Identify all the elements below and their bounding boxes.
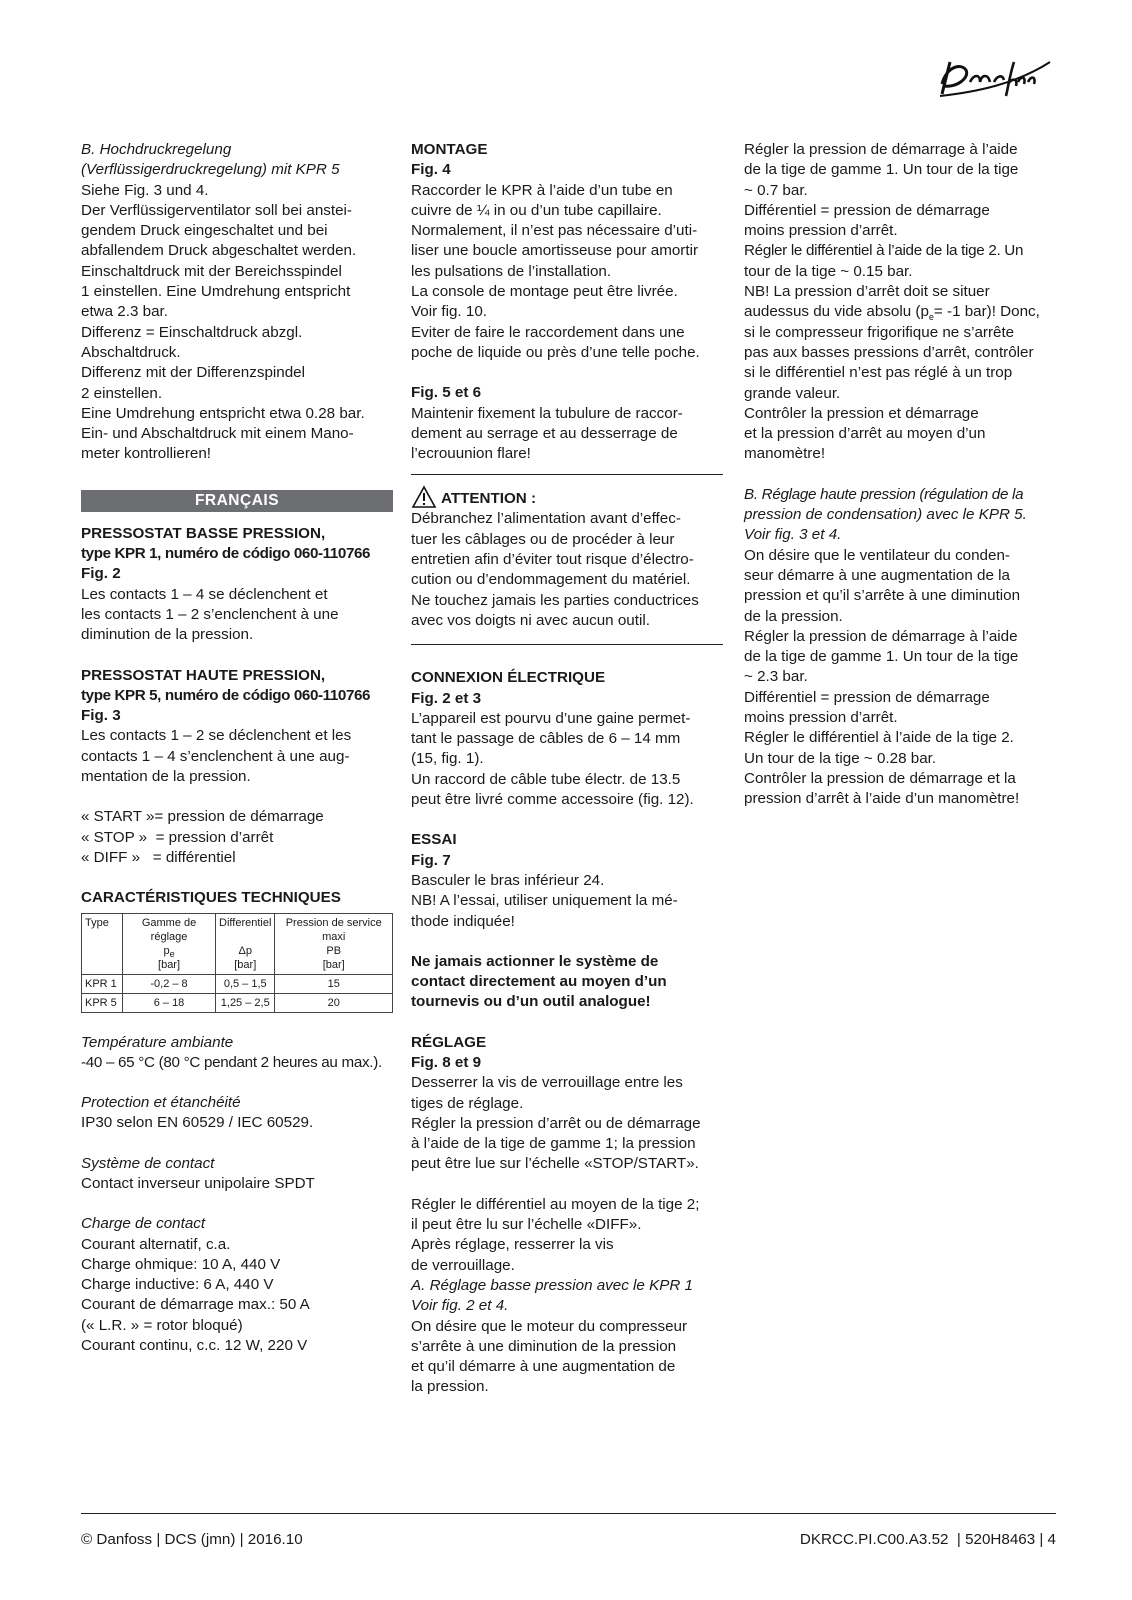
legend-stop: « STOP » = pression d’arrêt bbox=[81, 828, 274, 846]
text-line: Régler le différentiel au moyen de la tige 2; bbox=[411, 1195, 700, 1213]
high-pressure-fig: Fig. 3 bbox=[81, 707, 121, 725]
text-line: Ein- und Abschaltdruck mit einem Mano- bbox=[81, 425, 354, 443]
text-line: moins pression d’arrêt. bbox=[744, 709, 898, 727]
text-line: les contacts 1 – 2 s’enclenchent à une bbox=[81, 605, 339, 623]
text-line: de la tige de gamme 1. Un tour de la tige bbox=[744, 161, 1019, 179]
text-line: thode indiquée! bbox=[411, 912, 515, 930]
text-line: Différentiel = pression de démarrage bbox=[744, 201, 990, 219]
text-line: Desserrer la vis de verrouillage entre les bbox=[411, 1074, 683, 1092]
column-1 bbox=[81, 140, 393, 1356]
th-range-unit: [bar] bbox=[158, 958, 181, 971]
text-line: pas aux basses pressions d’arrêt, contrôler bbox=[744, 343, 1034, 361]
text-line: diminution de la pression. bbox=[81, 626, 254, 644]
text-line: abfallendem Druck abgeschaltet werden. bbox=[81, 242, 357, 260]
legend-diff: « DIFF » = différentiel bbox=[81, 848, 236, 866]
text-line: de la tige de gamme 1. Un tour de la tige bbox=[744, 648, 1019, 666]
language-banner: FRANÇAIS bbox=[81, 490, 393, 512]
text-line: cution ou d’endommagement du matériel. bbox=[411, 571, 691, 589]
attention-label: ATTENTION : bbox=[441, 490, 537, 508]
text-line: 2 einstellen. bbox=[81, 384, 163, 402]
text-line: Basculer le bras inférieur 24. bbox=[411, 871, 605, 889]
vacuum-line bbox=[744, 302, 1056, 322]
cell-pressure: 15 bbox=[275, 974, 393, 993]
cell-diff: 0,5 – 1,5 bbox=[216, 974, 275, 993]
text-line: pression et qu’il s’arrête à une diminution bbox=[744, 587, 1021, 605]
adjustment-heading: RÉGLAGE bbox=[411, 1033, 487, 1051]
text-line: Débranchez l’alimentation avant d’effec- bbox=[411, 510, 681, 528]
legend-start: « START »= pression de démarrage bbox=[81, 808, 324, 826]
table-row bbox=[82, 993, 393, 1012]
de-body bbox=[81, 181, 393, 465]
contact-label: Système de contact bbox=[81, 1154, 215, 1172]
th-range-label: Gamme de réglage bbox=[141, 916, 197, 943]
electrical-fig: Fig. 2 et 3 bbox=[411, 689, 482, 707]
text-line: Der Verflüssigerventilator soll bei anstei- bbox=[81, 201, 352, 219]
text-line: NB! La pression d’arrêt doit se situer bbox=[744, 283, 990, 301]
text-line: Les contacts 1 – 2 se déclenchent et les bbox=[81, 727, 352, 745]
text-line: Abschaltdruck. bbox=[81, 343, 181, 361]
text-line: L’appareil est pourvu d’une gaine permet- bbox=[411, 709, 691, 727]
text-line: les pulsations de l’installation. bbox=[411, 262, 612, 280]
high-adjust-title: pression de condensation) avec le KPR 5. bbox=[744, 506, 1027, 524]
contact-value: Contact inverseur unipolaire SPDT bbox=[81, 1174, 315, 1192]
de-title-2: (Verflüssigerdruckregelung) mit KPR 5 bbox=[81, 161, 340, 179]
text-line: manomètre! bbox=[744, 445, 826, 463]
text-line: avec vos doigts ni avec aucun outil. bbox=[411, 611, 650, 629]
temp-value: -40 – 65 °C (80 °C pendant 2 heures au max.). bbox=[81, 1053, 382, 1071]
low-pressure-fig: Fig. 2 bbox=[81, 565, 121, 583]
text-line: et qu’il démarre à une augmentation de bbox=[411, 1358, 676, 1376]
warning-icon bbox=[411, 485, 437, 509]
text-line: Courant alternatif, c.a. bbox=[81, 1235, 231, 1253]
text-line: Maintenir fixement la tubulure de raccor- bbox=[411, 404, 683, 422]
low-pressure-type: type KPR 1, numéro de código 060-110766 bbox=[81, 545, 371, 563]
text-line: si le compresseur frigorifique ne s’arrête bbox=[744, 323, 1015, 341]
high-adjust-ref: Voir fig. 3 et 4. bbox=[744, 526, 842, 544]
text-line: Courant continu, c.c. 12 W, 220 V bbox=[81, 1337, 308, 1355]
high-adjust-title: B. Réglage haute pression (régulation de la bbox=[744, 485, 1024, 503]
text-line: mentation de la pression. bbox=[81, 768, 251, 786]
text-line: Voir fig. 10. bbox=[411, 303, 487, 321]
text-line: 1 einstellen. Eine Umdrehung entspricht bbox=[81, 283, 351, 301]
text-line: Eviter de faire le raccordement dans une bbox=[411, 323, 685, 341]
low-adjust-ref: Voir fig. 2 et 4. bbox=[411, 1297, 509, 1315]
text-line: Régler la pression de démarrage à l’aide bbox=[744, 627, 1018, 645]
text-line: meter kontrollieren! bbox=[81, 445, 211, 463]
footer-rule bbox=[81, 1513, 1056, 1514]
text-line: tour de la tige ~ 0.15 bar. bbox=[744, 262, 913, 280]
text-line: contacts 1 – 4 s’enclenchent à une aug- bbox=[81, 747, 350, 765]
temp-label: Température ambiante bbox=[81, 1033, 234, 1051]
cell-range: 6 – 18 bbox=[123, 993, 216, 1012]
text-line: à l’aide de la tige de gamme 1; la pression bbox=[411, 1135, 696, 1153]
load-label: Charge de contact bbox=[81, 1215, 206, 1233]
text-line: entretien afin d’éviter tout risque d’électro- bbox=[411, 551, 694, 569]
text-line: Différentiel = pression de démarrage bbox=[744, 688, 990, 706]
th-pressure-label: Pression de service maxi bbox=[285, 916, 382, 943]
th-range bbox=[123, 913, 216, 974]
text-line: Courant de démarrage max.: 50 A bbox=[81, 1296, 310, 1314]
text-line: Régler le différentiel à l’aide de la tige 2. bbox=[744, 729, 1014, 747]
text-line: tuer les câblages ou de procéder à leur bbox=[411, 530, 675, 548]
text-line: et la pression d’arrêt au moyen d’un bbox=[744, 425, 986, 443]
text-line: Siehe Fig. 3 und 4. bbox=[81, 181, 209, 199]
text-line: de verrouillage. bbox=[411, 1256, 515, 1274]
tech-specs-heading: CARACTÉRISTIQUES TECHNIQUES bbox=[81, 889, 341, 907]
text-line: Régler le différentiel à l’aide de la tige 2. Un bbox=[744, 242, 1024, 260]
protection-label: Protection et étanchéité bbox=[81, 1094, 241, 1112]
warning-line: contact directement au moyen d’un bbox=[411, 973, 667, 991]
cell-range: -0,2 – 8 bbox=[123, 974, 216, 993]
text-line: Ne touchez jamais les parties conductrices bbox=[411, 591, 699, 609]
text-line: Charge ohmique: 10 A, 440 V bbox=[81, 1255, 281, 1273]
table-row bbox=[82, 974, 393, 993]
de-title-1: B. Hochdruckregelung bbox=[81, 141, 232, 158]
text-line: s’arrête à une diminution de la pression bbox=[411, 1337, 677, 1355]
montage-heading: MONTAGE bbox=[411, 141, 488, 158]
vacuum-subscript: e bbox=[928, 312, 934, 323]
text-line: ~ 0.7 bar. bbox=[744, 181, 808, 199]
th-range-symbol: p bbox=[163, 944, 170, 957]
tech-specs-table bbox=[81, 913, 393, 1013]
danfoss-logo bbox=[936, 54, 1054, 98]
high-pressure-type: type KPR 5, numéro de código 060-110766 bbox=[81, 686, 371, 704]
text-line: poche de liquide ou près d’une telle poche. bbox=[411, 343, 700, 361]
warning-line: Ne jamais actionner le système de bbox=[411, 952, 659, 970]
text-line: peut être lue sur l’échelle «STOP/START». bbox=[411, 1155, 699, 1173]
footer-doc-code: DKRCC.PI.C00.A3.52 | 520H8463 | 4 bbox=[799, 1531, 1056, 1548]
warning-line: tournevis ou d’un outil analogue! bbox=[411, 993, 651, 1011]
th-diff-symbol: Δp bbox=[238, 944, 252, 957]
text-line: (« L.R. » = rotor bloqué) bbox=[81, 1316, 243, 1334]
text-line: Un tour de la tige ~ 0.28 bar. bbox=[744, 749, 937, 767]
text-line: dement au serrage et au desserrage de bbox=[411, 424, 678, 442]
divider bbox=[411, 644, 723, 645]
th-pressure bbox=[275, 913, 393, 974]
text-line: la pression. bbox=[411, 1378, 489, 1396]
footer-copyright: © Danfoss | DCS (jmn) | 2016.10 bbox=[81, 1531, 303, 1548]
text-line: Un raccord de câble tube électr. de 13.5 bbox=[411, 770, 681, 788]
test-fig: Fig. 7 bbox=[411, 851, 451, 869]
text-line: La console de montage peut être livrée. bbox=[411, 283, 678, 301]
text-line: Raccorder le KPR à l’aide d’un tube en bbox=[411, 181, 673, 199]
text-line: Contrôler la pression et démarrage bbox=[744, 404, 979, 422]
text-line: Régler la pression de démarrage à l’aide bbox=[744, 141, 1018, 158]
text-line: Régler la pression d’arrêt ou de démarrage bbox=[411, 1114, 701, 1132]
electrical-heading: CONNEXION ÉLECTRIQUE bbox=[411, 669, 606, 687]
column-3 bbox=[744, 140, 1056, 810]
th-diff-label: Differentiel bbox=[219, 916, 272, 929]
low-pressure-heading: PRESSOSTAT BASSE PRESSION, bbox=[81, 524, 326, 542]
text-line: On désire que le moteur du compresseur bbox=[411, 1317, 688, 1335]
text-line: etwa 2.3 bar. bbox=[81, 303, 168, 321]
text-line: NB! A l’essai, utiliser uniquement la mé- bbox=[411, 892, 678, 910]
text-line: gendem Druck eingeschaltet und bei bbox=[81, 222, 328, 240]
text-line: Einschaltdruck mit der Bereichsspindel bbox=[81, 262, 342, 280]
attention-heading bbox=[411, 485, 723, 509]
text-line: Contrôler la pression de démarrage et la bbox=[744, 769, 1016, 787]
th-type: Type bbox=[82, 913, 123, 974]
cell-type: KPR 5 bbox=[82, 993, 123, 1012]
high-pressure-heading: PRESSOSTAT HAUTE PRESSION, bbox=[81, 666, 326, 684]
cell-diff: 1,25 – 2,5 bbox=[216, 993, 275, 1012]
vacuum-text-a: audessus du vide absolu (p bbox=[744, 303, 929, 321]
text-line: il peut être lu sur l’échelle «DIFF». bbox=[411, 1216, 642, 1234]
text-line: Charge inductive: 6 A, 440 V bbox=[81, 1276, 274, 1294]
text-line: Normalement, il n’est pas nécessaire d’uti- bbox=[411, 222, 698, 240]
text-line: grande valeur. bbox=[744, 384, 841, 402]
montage-fig: Fig. 4 bbox=[411, 161, 451, 179]
text-line: liser une boucle amortisseuse pour amortir bbox=[411, 242, 699, 260]
divider bbox=[411, 474, 723, 475]
text-line: seur démarre à une augmentation de la bbox=[744, 566, 1010, 584]
text-line: cuivre de ¼ in ou d’un tube capillaire. bbox=[411, 201, 662, 219]
text-line: tiges de réglage. bbox=[411, 1094, 524, 1112]
column-2 bbox=[411, 140, 723, 1398]
cell-pressure: 20 bbox=[275, 993, 393, 1012]
text-line: Differenz = Einschaltdruck abzgl. bbox=[81, 323, 303, 341]
low-adjust-title: A. Réglage basse pression avec le KPR 1 bbox=[411, 1276, 693, 1294]
fig56-heading: Fig. 5 et 6 bbox=[411, 384, 482, 402]
text-line: pression d’arrêt à l’aide d’un manomètre! bbox=[744, 790, 1020, 808]
text-line: moins pression d’arrêt. bbox=[744, 222, 898, 240]
th-pressure-symbol: PB bbox=[326, 944, 342, 957]
text-line: l’ecrouunion flare! bbox=[411, 445, 531, 463]
vacuum-text-b: = -1 bar)! Donc, bbox=[933, 303, 1040, 321]
th-diff bbox=[216, 913, 275, 974]
text-line: Eine Umdrehung entspricht etwa 0.28 bar. bbox=[81, 404, 365, 422]
th-pressure-unit: [bar] bbox=[322, 958, 345, 971]
text-line: si le différentiel n’est pas réglé à un trop bbox=[744, 364, 1013, 382]
protection-value: IP30 selon EN 60529 / IEC 60529. bbox=[81, 1114, 314, 1132]
text-line: Differenz mit der Differenzspindel bbox=[81, 364, 305, 382]
text-line: Après réglage, resserrer la vis bbox=[411, 1236, 614, 1254]
text-line: de la pression. bbox=[744, 607, 843, 625]
text-line: Les contacts 1 – 4 se déclenchent et bbox=[81, 585, 328, 603]
adjustment-fig: Fig. 8 et 9 bbox=[411, 1053, 482, 1071]
text-line: (15, fig. 1). bbox=[411, 750, 484, 768]
text-line: tant le passage de câbles de 6 – 14 mm bbox=[411, 730, 681, 748]
text-line: On désire que le ventilateur du conden- bbox=[744, 546, 1010, 564]
cell-type: KPR 1 bbox=[82, 974, 123, 993]
th-diff-unit: [bar] bbox=[234, 958, 257, 971]
text-line: ~ 2.3 bar. bbox=[744, 668, 808, 686]
th-range-subscript: e bbox=[169, 948, 175, 959]
text-line: peut être livré comme accessoire (fig. 12). bbox=[411, 791, 694, 809]
test-heading: ESSAI bbox=[411, 831, 457, 849]
